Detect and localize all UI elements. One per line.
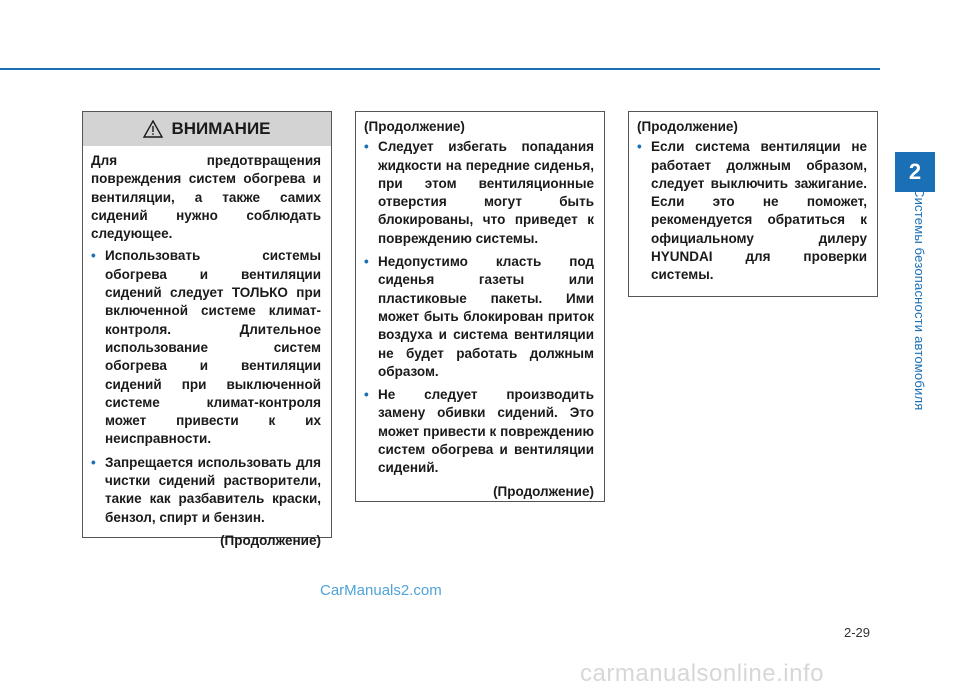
warning-intro: Для предотвращения повреждения систем обогрева и вентиляции, а также самих сидений нужно соблюдать следующее. <box>91 153 321 242</box>
list-item: • Не следует производить замену обивки сидений. Это может привести к повреждению систем обогрева и вентиляции сидений. <box>364 387 594 476</box>
warning-box <box>82 111 332 548</box>
chapter-number: 2 <box>908 159 922 184</box>
middle-box <box>355 111 605 502</box>
warning-header <box>83 112 331 146</box>
continued-label: (Продолжение) <box>637 119 738 134</box>
right-list <box>637 138 867 284</box>
right-box <box>628 111 878 297</box>
bullet-icon: • <box>91 454 96 470</box>
bullet-icon: • <box>364 139 369 155</box>
chapter-tab <box>895 152 935 192</box>
list-item: • Если система вентиляции не работает должным образом, следует выключить зажигание. Если это не поможет, рекомендуется обратиться к официальному дилеру HYUNDAI для проверки системы. <box>637 139 867 283</box>
bullet-icon: • <box>364 387 369 403</box>
continued-label: (Продолжение) <box>493 483 594 499</box>
list-item: • Запрещается использовать для чистки сидений растворители, такие как разбавитель краски, бензол, спирт и бензин. <box>91 454 321 525</box>
right-content <box>629 112 877 296</box>
list-item: • Использовать системы обогрева и вентиляции сидений следует ТОЛЬКО при включенной системе климат-контроля. Длительное использование систем обогрева и вентиляции сидений при выключенной системе климат-контроля может привести к их неисправности. <box>91 248 321 447</box>
footer-watermark: carmanualsonline.info <box>580 660 824 687</box>
bullet-icon: • <box>91 248 96 264</box>
middle-list <box>364 138 594 477</box>
list-item: • Недопустимо класть под сиденья газеты или пластиковые пакеты. Ими может быть блокирован приток воздуха и система вентиляции не будет работать должным образом. <box>364 254 594 379</box>
warning-triangle-icon <box>143 120 163 138</box>
bullet-icon: • <box>637 139 642 155</box>
warning-list <box>91 247 321 526</box>
page-number: 2-29 <box>844 625 871 640</box>
chapter-title: Системы безопасности автомобиля <box>912 188 927 411</box>
continued-label: (Продолжение) <box>364 119 465 134</box>
watermark-link[interactable]: CarManuals2.com <box>320 582 442 599</box>
middle-content <box>356 112 604 507</box>
warning-content <box>83 146 331 556</box>
bullet-icon: • <box>364 254 369 270</box>
list-item: • Следует избегать попадания жидкости на передние сиденья, при этом вентиляционные отверстия могут быть блокированы, что приведет к повреждению системы. <box>364 139 594 246</box>
top-rule <box>0 68 880 70</box>
warning-heading: ВНИМАНИЕ <box>171 119 271 138</box>
continued-label: (Продолжение) <box>220 532 321 548</box>
